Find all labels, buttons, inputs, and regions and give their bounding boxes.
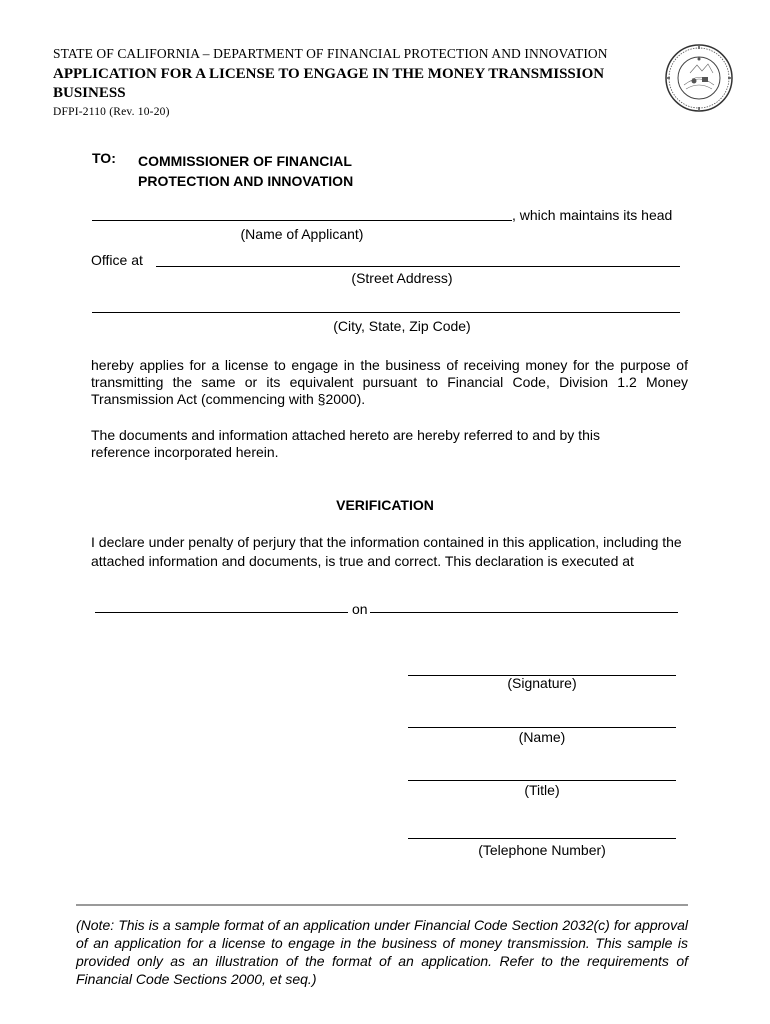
signature-caption: (Signature) <box>507 675 577 691</box>
title-caption: (Title) <box>524 782 560 798</box>
telephone-caption: (Telephone Number) <box>478 842 606 858</box>
incorporation-statement: The documents and information attached hereto are hereby referred to and by this reference incorporated herein. <box>91 427 600 460</box>
city-state-zip-caption: (City, State, Zip Code) <box>333 318 471 334</box>
applicant-name-field[interactable] <box>92 220 512 221</box>
name-field[interactable] <box>408 727 676 728</box>
street-address-caption: (Street Address) <box>351 270 453 286</box>
executed-at-field[interactable] <box>95 612 348 613</box>
to-label: TO: <box>92 150 116 166</box>
addressee-line-1: COMMISSIONER OF FINANCIAL <box>138 153 352 169</box>
telephone-field[interactable] <box>408 838 676 839</box>
title-field[interactable] <box>408 780 676 781</box>
sample-format-note: (Note: This is a sample format of an application under Financial Code Section 2032(c) for approval of an application for a license to engage in the business of money transmission. This sample is provided only as an illustration of the format of an application. Refer to the requirements of Financial Code Sections 2000, et seq.) <box>76 917 688 987</box>
on-label: on <box>352 601 368 617</box>
form-number: DFPI-2110 (Rev. 10-20) <box>53 106 170 118</box>
declaration-text: I declare under penalty of perjury that the information contained in this application, including the attached information and documents, is true and correct. This declaration is executed at <box>91 534 682 569</box>
addressee-line-2: PROTECTION AND INNOVATION <box>138 173 354 189</box>
state-seal-icon <box>664 43 734 113</box>
addressee-block <box>138 151 438 191</box>
department-header: STATE OF CALIFORNIA – DEPARTMENT OF FINANCIAL PROTECTION AND INNOVATION <box>53 46 608 61</box>
name-caption: (Name) <box>518 729 566 745</box>
form-title: APPLICATION FOR A LICENSE TO ENGAGE IN THE MONEY TRANSMISSION BUSINESS <box>53 66 605 101</box>
office-at-label: Office at <box>91 252 143 268</box>
application-statement: hereby applies for a license to engage in the business of receiving money for the purpose of transmitting the same or its equivalent pursuant to Financial Code, Division 1.2 Money Transmission Act (commencing with §2000). <box>91 357 688 407</box>
city-state-zip-field[interactable] <box>92 312 680 313</box>
executed-date-field[interactable] <box>370 612 678 613</box>
verification-heading: VERIFICATION <box>336 497 434 513</box>
note-divider <box>76 904 688 906</box>
head-office-text: , which maintains its head <box>512 207 673 223</box>
street-address-field[interactable] <box>156 266 680 267</box>
name-of-applicant-caption: (Name of Applicant) <box>240 226 364 242</box>
